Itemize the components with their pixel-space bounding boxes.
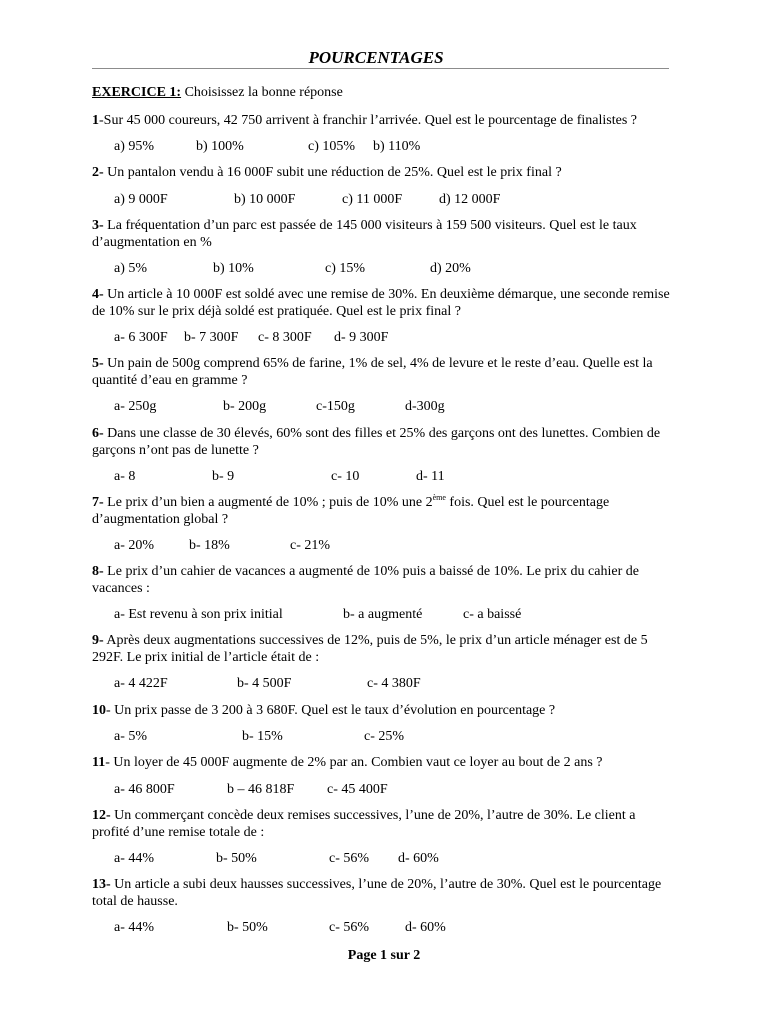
option-b: b) 100% bbox=[196, 139, 244, 154]
question-8 bbox=[92, 563, 672, 597]
question-12 bbox=[92, 807, 672, 841]
page-title: POURCENTAGES bbox=[308, 48, 444, 67]
option-a: a- Est revenu à son prix initial bbox=[114, 607, 283, 622]
option-a: a- 20% bbox=[114, 538, 155, 553]
question-text: - Un loyer de 45 000F augmente de 2% par an. Combien vaut ce loyer au bout de 2 ans ? bbox=[105, 755, 603, 770]
question-number: 4- bbox=[92, 287, 104, 302]
option-b: b- 9 bbox=[212, 469, 235, 484]
option-d: d) 20% bbox=[430, 261, 471, 276]
option-b: b) 10% bbox=[213, 261, 254, 276]
question-6 bbox=[92, 425, 672, 459]
question-number: 5- bbox=[92, 356, 104, 371]
question-number: 9- bbox=[92, 633, 104, 648]
option-a: a) 5% bbox=[114, 261, 148, 276]
question-text: Le prix d’un cahier de vacances a augmenté de 10% puis a baissé de 10%. Le prix du cahier de vacances : bbox=[92, 564, 639, 596]
page-number: Page 1 sur 2 bbox=[347, 948, 421, 963]
question-number: 11 bbox=[92, 755, 106, 770]
option-c: c- 10 bbox=[331, 469, 360, 484]
option-a: a) 95% bbox=[114, 139, 155, 154]
question-5 bbox=[92, 355, 672, 389]
question-number: 6- bbox=[92, 426, 104, 441]
option-b: b- 50% bbox=[227, 920, 268, 935]
option-a: a) 9 000F bbox=[114, 192, 168, 207]
question-text: Un commerçant concède deux remises successives, l’une de 20%, l’autre de 30%. Le client a profité d’une remise totale de : bbox=[92, 808, 636, 840]
question-number: 10 bbox=[92, 703, 106, 718]
question-number: 7- bbox=[92, 495, 104, 510]
question-text: - Un prix passe de 3 200 à 3 680F. Quel est le taux d’évolution en pourcentage ? bbox=[106, 703, 556, 718]
question-text: -Sur 45 000 coureurs, 42 750 arrivent à franchir l’arrivée. Quel est le pourcentage de finalistes ? bbox=[99, 113, 638, 128]
option-d: d- 11 bbox=[416, 469, 445, 484]
option-a: a- 250g bbox=[114, 399, 157, 414]
question-11 bbox=[92, 754, 672, 771]
option-b: b – 46 818F bbox=[227, 782, 295, 797]
question-number: 13- bbox=[92, 877, 111, 892]
option-b: b) 10 000F bbox=[234, 192, 296, 207]
option-d: b) 110% bbox=[373, 139, 421, 154]
question-9 bbox=[92, 632, 672, 666]
question-number: 3- bbox=[92, 218, 104, 233]
option-b: b- 50% bbox=[216, 851, 257, 866]
option-c: c- 4 380F bbox=[367, 676, 421, 691]
question-13 bbox=[92, 876, 672, 910]
option-b: b- 4 500F bbox=[237, 676, 292, 691]
question-7 bbox=[92, 494, 672, 528]
question-3 bbox=[92, 217, 672, 251]
exercise-instruction: Choisissez la bonne réponse bbox=[181, 85, 343, 100]
option-a: a- 8 bbox=[114, 469, 136, 484]
question-number: 8- bbox=[92, 564, 104, 579]
option-c: c- a baissé bbox=[463, 607, 522, 622]
option-c: c- 8 300F bbox=[258, 330, 312, 345]
option-d: d) 12 000F bbox=[439, 192, 501, 207]
option-d: d- 60% bbox=[398, 851, 439, 866]
exercise-label: EXERCICE 1: bbox=[92, 85, 182, 100]
question-text: Un pain de 500g comprend 65% de farine, 1% de sel, 4% de levure et le reste d’eau. Quelle est la quantité d’eau en gramme ? bbox=[92, 356, 653, 388]
superscript: ème bbox=[432, 493, 446, 502]
option-b: b- 7 300F bbox=[184, 330, 239, 345]
option-d: d- 60% bbox=[405, 920, 446, 935]
option-a: a- 4 422F bbox=[114, 676, 168, 691]
option-b: b- 200g bbox=[223, 399, 267, 414]
question-number: 1 bbox=[92, 113, 99, 128]
option-a: a- 44% bbox=[114, 920, 155, 935]
question-number: 2- bbox=[92, 165, 104, 180]
option-c: c) 105% bbox=[308, 139, 356, 154]
question-text-start: Le prix d’un bien a augmenté de 10% ; puis de 10% une 2 bbox=[103, 495, 433, 510]
question-text: Un article a subi deux hausses successives, l’une de 20%, l’autre de 30%. Quel est le pourcentage total de hausse. bbox=[92, 877, 662, 909]
title-underline bbox=[92, 68, 669, 69]
option-c: c-150g bbox=[316, 399, 355, 414]
question-text: La fréquentation d’un parc est passée de 145 000 visiteurs à 159 500 visiteurs. Quel est le taux d’augmentation en % bbox=[92, 218, 637, 250]
question-4 bbox=[92, 286, 672, 320]
option-c: c) 11 000F bbox=[342, 192, 403, 207]
question-2 bbox=[92, 164, 672, 181]
question-text: Un pantalon vendu à 16 000F subit une réduction de 25%. Quel est le prix final ? bbox=[103, 165, 562, 180]
question-text: Après deux augmentations successives de 12%, puis de 5%, le prix d’un article ménager est de 5 292F. Le prix initial de l’article était de : bbox=[92, 633, 648, 665]
option-b: b- a augmenté bbox=[343, 607, 423, 622]
option-b: b- 15% bbox=[242, 729, 283, 744]
question-text-end: fois. Quel est le pourcentage d’augmentation global ? bbox=[92, 495, 610, 527]
question-text: Un article à 10 000F est soldé avec une remise de 30%. En deuxième démarque, une seconde remise de 10% sur le prix déjà soldé est pratiquée. Quel est le prix final ? bbox=[92, 287, 670, 319]
exercise-heading bbox=[92, 85, 343, 101]
question-1 bbox=[92, 112, 672, 129]
option-c: c- 25% bbox=[364, 729, 405, 744]
option-d: d- 9 300F bbox=[334, 330, 389, 345]
option-a: a- 6 300F bbox=[114, 330, 168, 345]
option-d: d-300g bbox=[405, 399, 445, 414]
option-b: b- 18% bbox=[189, 538, 230, 553]
option-c: c- 21% bbox=[290, 538, 331, 553]
option-a: a- 5% bbox=[114, 729, 148, 744]
option-a: a- 44% bbox=[114, 851, 155, 866]
option-c: c- 45 400F bbox=[327, 782, 388, 797]
option-c: c) 15% bbox=[325, 261, 366, 276]
option-c: c- 56% bbox=[329, 920, 370, 935]
option-c: c- 56% bbox=[329, 851, 370, 866]
question-number: 12- bbox=[92, 808, 111, 823]
question-text: Dans une classe de 30 élevés, 60% sont des filles et 25% des garçons ont des lunettes. Combien de garçons n’ont pas de lunette ? bbox=[92, 426, 661, 458]
option-a: a- 46 800F bbox=[114, 782, 175, 797]
question-10 bbox=[92, 702, 672, 719]
